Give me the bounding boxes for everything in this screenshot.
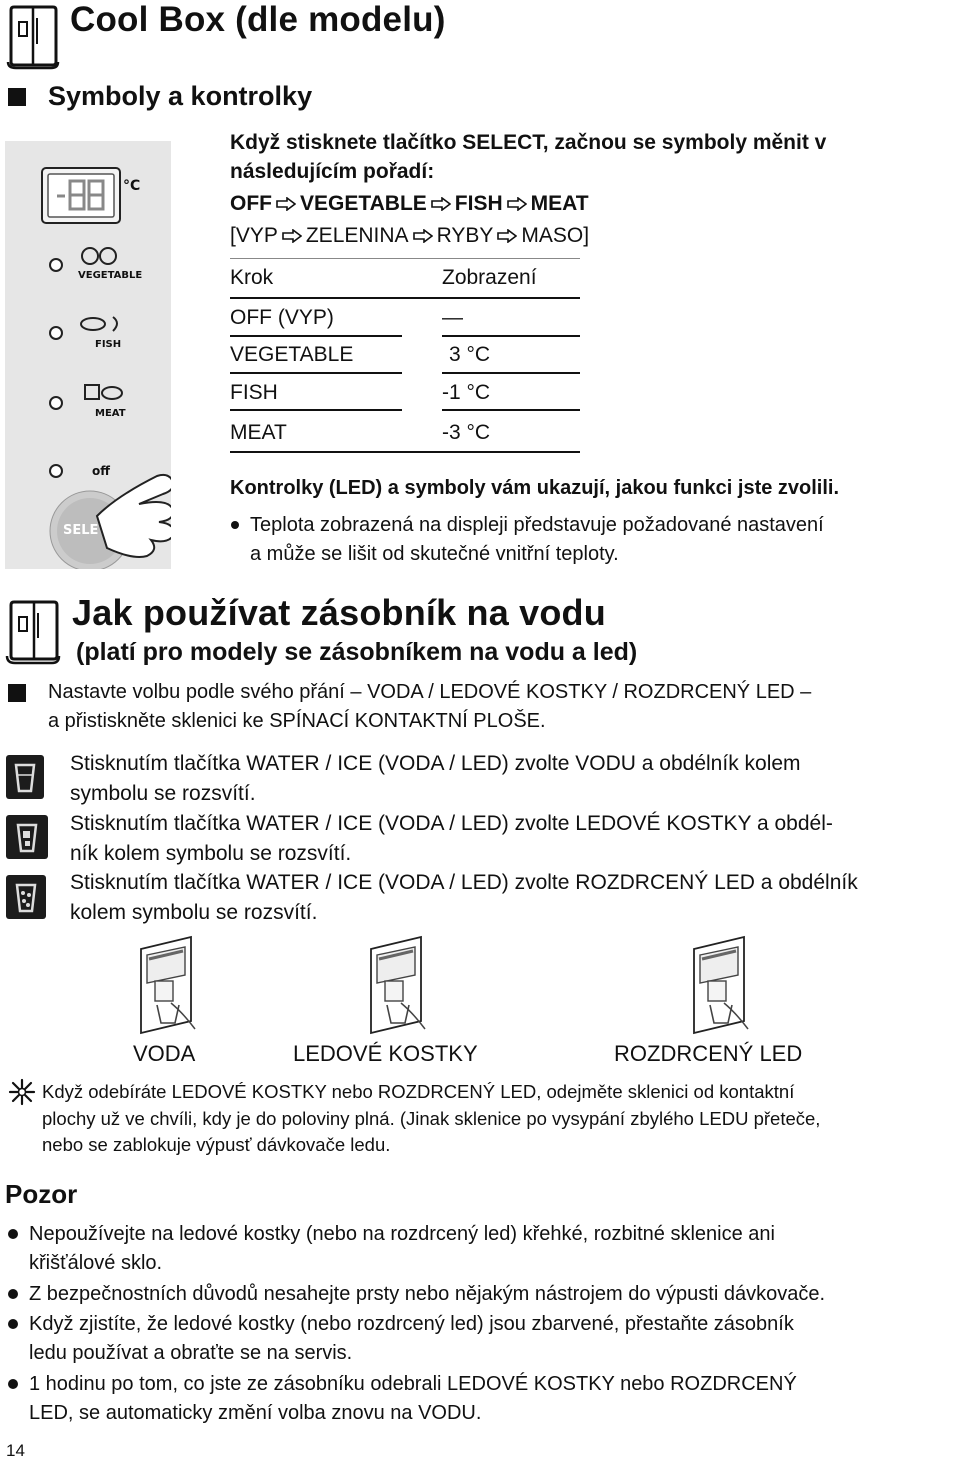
panel-label-fish: FISH — [95, 339, 122, 350]
table-rule — [442, 335, 580, 337]
caution-item-4-line-1: 1 hodinu po tom, co jste ze zásobníku odebrali LEDOVÉ KOSTKY nebo ROZDRCENÝ — [29, 1373, 797, 1395]
sequence-item: [VYP — [230, 224, 278, 247]
intro-line-1: Když stisknete tlačítko SELECT, začnou se symboly měnit v — [230, 131, 827, 154]
sequence-cz — [230, 221, 589, 251]
caution-item-1-line-1: Nepoužívejte na ledové kostky (nebo na rozdrcený led) křehké, rozbitné sklenice ani — [29, 1223, 775, 1245]
sequence-item: MEAT — [530, 192, 589, 215]
step-1-line-2: symbolu se rozsvítí. — [70, 782, 256, 805]
table-rule — [230, 258, 580, 259]
table-cell-display: 3 °C — [449, 343, 491, 366]
bullet — [8, 1319, 18, 1329]
table-rule — [442, 372, 580, 374]
step-3-line-2: kolem symbolu se rozsvítí. — [70, 901, 318, 924]
table-cell-display: — — [442, 306, 463, 329]
section-heading: Symboly a kontrolky — [48, 81, 313, 111]
arrow-right-icon — [413, 229, 433, 243]
bullet-text-line-2: a může se lišit od skutečné vnitřní teploty. — [250, 543, 619, 565]
caption-water: VODA — [133, 1041, 196, 1066]
caption-crushed-ice: ROZDRCENÝ LED — [614, 1041, 803, 1066]
sequence-item: VEGETABLE — [300, 192, 427, 215]
arrow-right-icon — [276, 197, 296, 211]
led-note: Kontrolky (LED) a symboly vám ukazují, jakou funkci jste zvolili. — [230, 477, 840, 499]
arrow-right-icon — [282, 229, 302, 243]
intro-line-2: následujícím pořadí: — [230, 160, 435, 183]
arrow-right-icon — [431, 197, 451, 211]
bullet — [8, 1229, 18, 1239]
dispenser-crushed-ice-illustration — [688, 935, 753, 1035]
table-rule — [230, 451, 580, 453]
caution-item-1-line-2: křišťálové sklo. — [29, 1252, 163, 1274]
caution-item-3-line-1: Když zjistíte, že ledové kostky (nebo rozdrcený led) jsou zbarvené, přestaňte zásobník — [29, 1313, 794, 1335]
crushed-ice-mode-icon — [6, 875, 46, 919]
caution-item-4-line-2: LED, se automaticky změní volba znovu na VODU. — [29, 1402, 482, 1424]
fridge-icon — [6, 4, 60, 70]
note-icon — [8, 1078, 36, 1106]
sequence-item: ZELENINA — [305, 224, 409, 247]
sequence-en — [230, 189, 589, 219]
caution-item-3-line-2: ledu používat a obraťte se na servis. — [29, 1342, 353, 1364]
arrow-right-icon — [497, 229, 517, 243]
table-rule — [230, 335, 402, 337]
page-title: Cool Box (dle modelu) — [70, 0, 446, 39]
arrow-right-icon — [507, 197, 527, 211]
cubed-ice-mode-icon — [6, 815, 48, 859]
water-intro-line-1: Nastavte volbu podle svého přání – VODA / LEDOVÉ KOSTKY / ROZDRCENÝ LED – — [48, 681, 812, 703]
step-2-line-2: ník kolem symbolu se rozsvítí. — [70, 842, 352, 865]
section-marker — [8, 88, 26, 106]
bullet-text-line-1: Teplota zobrazená na displeji představuje požadované nastavení — [250, 514, 824, 536]
ice-cup-icon — [6, 815, 48, 859]
bullet — [8, 1379, 18, 1389]
display-unit: °C — [123, 178, 141, 194]
step-2-line-1: Stisknutím tlačítka WATER / ICE (VODA / LED) zvolte LEDOVÉ KOSTKY a obdél- — [70, 812, 833, 835]
dispenser-cubed-ice-illustration — [365, 935, 430, 1035]
control-panel-graphic — [5, 141, 171, 569]
section-title: Jak používat zásobník na vodu — [72, 592, 606, 633]
water-mode-icon — [6, 755, 44, 799]
table-cell-step: VEGETABLE — [230, 343, 354, 366]
crushed-ice-cup-icon — [6, 875, 46, 919]
note-line-3: nebo se zablokuje výpusť dávkovače ledu. — [42, 1134, 391, 1155]
step-3-line-1: Stisknutím tlačítka WATER / ICE (VODA / LED) zvolte ROZDRCENÝ LED a obdélník — [70, 871, 858, 894]
caution-heading: Pozor — [5, 1179, 78, 1209]
fridge-icon — [4, 598, 62, 666]
caption-cubed-ice: LEDOVÉ KOSTKY — [293, 1041, 478, 1066]
section-marker — [8, 684, 26, 702]
caution-item-2-line-1: Z bezpečnostních důvodů nesahejte prsty nebo nějakým nástrojem do výpusti dávkovače. — [29, 1283, 826, 1305]
panel-label-meat: MEAT — [95, 408, 126, 419]
table-cell-display: -3 °C — [442, 421, 491, 444]
table-cell-step: FISH — [230, 381, 278, 404]
table-cell-step: MEAT — [230, 421, 287, 444]
cup-icon — [6, 755, 44, 799]
sequence-item: MASO] — [521, 224, 590, 247]
panel-label-off: off — [92, 464, 110, 478]
page-number: 14 — [6, 1441, 25, 1460]
table-cell-display: -1 °C — [442, 381, 491, 404]
table-header-step: Krok — [230, 266, 274, 289]
water-intro-line-2: a přistiskněte sklenici ke SPÍNACÍ KONTAKTNÍ PLOŠE. — [48, 710, 546, 732]
bullet — [231, 521, 239, 529]
section-subtitle: (platí pro modely se zásobníkem na vodu a led) — [76, 638, 638, 666]
panel-label-vegetable: VEGETABLE — [78, 270, 143, 281]
table-rule — [442, 409, 580, 411]
table-rule — [230, 409, 402, 411]
sequence-item: RYBY — [436, 224, 494, 247]
note-line-2: plochy už ve chvíli, kdy je do poloviny plná. (Jinak sklenice po vysypání zbylého LEDU přeteče, — [42, 1108, 821, 1129]
sequence-item: FISH — [454, 192, 503, 215]
step-1-line-1: Stisknutím tlačítka WATER / ICE (VODA / LED) zvolte VODU a obdélník kolem — [70, 752, 801, 775]
table-header-display: Zobrazení — [442, 266, 537, 289]
sequence-item: OFF — [230, 192, 272, 215]
note-line-1: Když odebíráte LEDOVÉ KOSTKY nebo ROZDRCENÝ LED, odejměte sklenici od kontaktní — [42, 1081, 795, 1102]
control-panel-illustration — [5, 141, 171, 569]
dispenser-water-illustration — [135, 935, 200, 1035]
table-rule — [230, 297, 580, 299]
table-rule — [230, 372, 402, 374]
table-cell-step: OFF (VYP) — [230, 306, 334, 329]
bullet — [8, 1289, 18, 1299]
select-button[interactable]: SELE — [63, 523, 99, 538]
